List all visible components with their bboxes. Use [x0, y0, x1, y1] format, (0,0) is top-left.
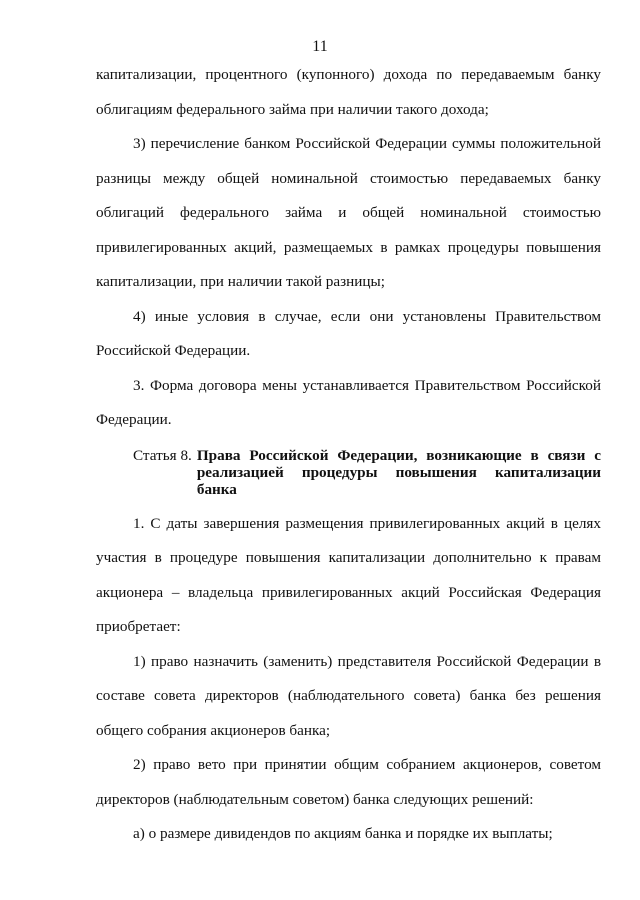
- paragraph-section-1: 1. С даты завершения размещения привилегированных акций в целях участия в процедуре повышения капитализации дополнительно к правам акционера – владельца привилегированных акций Российская Федерация приобретает:: [96, 514, 601, 635]
- paragraph-right-1: 1) право назначить (заменить) представителя Российской Федерации в составе совета директоров (наблюдательного совета) банка без решения общего собрания акционеров банка;: [96, 652, 601, 739]
- page-number: 11: [312, 38, 328, 55]
- article-heading: [96, 447, 601, 498]
- document-body: [96, 58, 601, 852]
- paragraph-item-4: 4) иные условия в случае, если они установлены Правительством Российской Федерации.: [96, 307, 601, 359]
- paragraph-right-2: 2) право вето при принятии общим собранием акционеров, советом директоров (наблюдательным советом) банка следующих решений:: [96, 756, 601, 808]
- paragraph-continuation: капитализации, процентного (купонного) дохода по передаваемым банку облигациям федерального займа при наличии такого дохода;: [96, 66, 601, 118]
- paragraph-subitem-a: а) о размере дивидендов по акциям банка и порядке их выплаты;: [133, 825, 553, 842]
- article-label: Статья 8.: [133, 446, 192, 464]
- paragraph-section-3: 3. Форма договора мены устанавливается Правительством Российской Федерации.: [96, 376, 601, 428]
- article-title: Права Российской Федерации, возникающие в связи с реализацией процедуры повышения капитализации банка: [196, 446, 601, 498]
- paragraph-item-3: 3) перечисление банком Российской Федерации суммы положительной разницы между общей номинальной стоимостью передаваемых банку облигаций федерального займа и общей номинальной стоимостью привилегированных акций, размещаемых в рамках процедуры повышения капитализации, при наличии такой разницы;: [96, 135, 601, 290]
